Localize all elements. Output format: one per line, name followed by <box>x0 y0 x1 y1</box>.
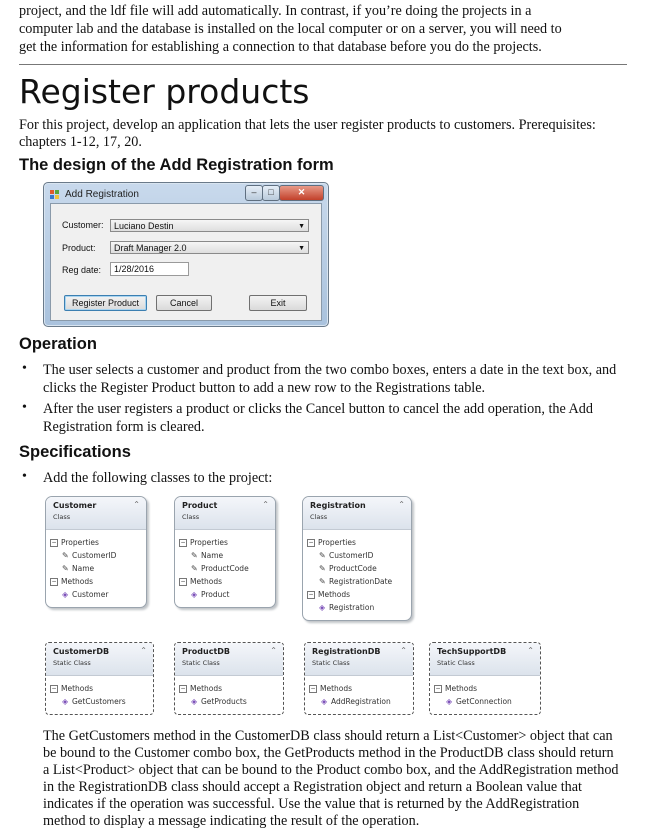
specs-bullet: Add the following classes to the project: <box>43 470 273 486</box>
wrench-icon: ✎ <box>62 551 69 560</box>
property-item: ✎ ProductCode <box>191 564 249 573</box>
collapse-icon[interactable]: ⌃ <box>133 500 140 509</box>
closing-line-2: be bound to the Customer combo box, the GetProducts method in the ProductDB class should return <box>43 745 614 761</box>
method-item: ◈ Registration <box>319 603 375 612</box>
close-icon[interactable]: ✕ <box>279 185 324 201</box>
class-box-customerdb <box>45 642 154 715</box>
wrench-icon: ✎ <box>319 564 326 573</box>
methods-section[interactable]: − Methods <box>310 684 353 693</box>
chevron-down-icon: ▼ <box>298 223 305 230</box>
collapse-box-icon: − <box>51 539 57 546</box>
method-icon: ◈ <box>62 697 69 706</box>
customer-label: Customer: <box>62 220 104 230</box>
collapse-box-icon: − <box>51 685 57 692</box>
method-item: ◈ Product <box>191 590 230 599</box>
class-name: TechSupportDB <box>437 647 507 656</box>
method-item: ◈ Customer <box>62 590 109 599</box>
maximize-icon[interactable]: □ <box>262 185 280 201</box>
property-item: ✎ Name <box>191 551 224 560</box>
exit-button[interactable]: Exit <box>249 295 307 311</box>
property-item: ✎ CustomerID <box>62 551 117 560</box>
property-item: ✎ Name <box>62 564 95 573</box>
class-box-registrationdb <box>304 642 414 715</box>
intro-line-2: computer lab and the database is installed on the local computer or on a server, you will need to <box>19 21 562 37</box>
closing-line-1: The GetCustomers method in the CustomerDB class should return a List<Customer> object that can <box>43 728 613 744</box>
closing-line-3: a List<Product> object that can be bound to the Product combo box, and the AddRegistration method <box>43 762 619 778</box>
closing-line-6: method to display a message indicating the result of the operation. <box>43 813 420 829</box>
operation-heading: Operation <box>19 335 97 353</box>
operation-bullet-1-line-1: The user selects a customer and product from the two combo boxes, enters a date in the text box, and <box>43 362 617 378</box>
collapse-box-icon: − <box>51 578 57 585</box>
collapse-icon[interactable]: ⌃ <box>270 646 277 655</box>
bullet-icon: • <box>22 469 27 484</box>
methods-section[interactable]: − Methods <box>180 684 223 693</box>
closing-line-4: in the RegistrationDB class should accept a Registration object and return a Boolean value that <box>43 779 582 795</box>
class-stereotype: Static Class <box>182 659 220 667</box>
section-desc-2: chapters 1-12, 17, 20. <box>19 134 142 150</box>
properties-section[interactable]: − Properties <box>308 538 356 547</box>
collapse-box-icon: − <box>180 539 186 546</box>
class-name: CustomerDB <box>53 647 110 656</box>
intro-line-1: project, and the ldf file will add automatically. In contrast, if you’re doing the projects in a <box>19 3 532 19</box>
class-name: RegistrationDB <box>312 647 381 656</box>
class-box-customer <box>45 496 147 608</box>
collapse-icon[interactable]: ⌃ <box>140 646 147 655</box>
collapse-box-icon: − <box>180 685 186 692</box>
class-stereotype: Class <box>310 513 328 521</box>
class-box-registration <box>302 496 412 621</box>
collapse-box-icon: − <box>308 591 314 598</box>
class-stereotype: Static Class <box>53 659 91 667</box>
wrench-icon: ✎ <box>191 564 198 573</box>
method-icon: ◈ <box>446 697 453 706</box>
class-name: ProductDB <box>182 647 231 656</box>
section-desc-1: For this project, develop an application that lets the user register products to customers. Prerequisites: <box>19 117 596 133</box>
product-combo[interactable] <box>110 241 309 254</box>
register-product-button[interactable]: Register Product <box>64 295 147 311</box>
product-combo-value: Draft Manager 2.0 <box>114 243 187 253</box>
section-divider <box>19 64 627 65</box>
method-item: ◈ AddRegistration <box>321 697 391 706</box>
property-item: ✎ RegistrationDate <box>319 577 393 586</box>
product-label: Product: <box>62 243 96 253</box>
method-item: ◈ GetConnection <box>446 697 512 706</box>
customer-combo[interactable] <box>110 219 309 232</box>
method-icon: ◈ <box>191 697 198 706</box>
property-item: ✎ ProductCode <box>319 564 377 573</box>
wrench-icon: ✎ <box>191 551 198 560</box>
reg-date-input[interactable]: 1/28/2016 <box>110 262 189 276</box>
collapse-box-icon: − <box>435 685 441 692</box>
method-icon: ◈ <box>321 697 328 706</box>
add-registration-window <box>43 182 329 327</box>
collapse-icon[interactable]: ⌃ <box>527 646 534 655</box>
bullet-icon: • <box>22 361 27 376</box>
operation-bullet-2-line-2: Registration form is cleared. <box>43 419 205 435</box>
collapse-box-icon: − <box>180 578 186 585</box>
class-stereotype: Class <box>53 513 71 521</box>
method-item: ◈ GetCustomers <box>62 697 126 706</box>
collapse-icon[interactable]: ⌃ <box>262 500 269 509</box>
class-name: Registration <box>310 501 366 510</box>
methods-section[interactable]: − Methods <box>308 590 351 599</box>
method-item: ◈ GetProducts <box>191 697 247 706</box>
class-box-product <box>174 496 276 608</box>
specifications-heading: Specifications <box>19 443 131 461</box>
collapse-box-icon: − <box>310 685 316 692</box>
methods-section[interactable]: − Methods <box>180 577 223 586</box>
methods-section[interactable]: − Methods <box>435 684 478 693</box>
collapse-box-icon: − <box>308 539 314 546</box>
cancel-button[interactable]: Cancel <box>156 295 212 311</box>
class-stereotype: Class <box>182 513 200 521</box>
class-name: Product <box>182 501 218 510</box>
section-title: Register products <box>19 72 310 111</box>
reg-date-label: Reg date: <box>62 265 102 275</box>
wrench-icon: ✎ <box>319 551 326 560</box>
wrench-icon: ✎ <box>319 577 326 586</box>
chevron-down-icon: ▼ <box>298 245 305 252</box>
closing-line-5: indicates if the operation was successful. Use the value that is returned by the AddRegistration <box>43 796 580 812</box>
methods-section[interactable]: − Methods <box>51 577 94 586</box>
properties-section[interactable]: − Properties <box>51 538 99 547</box>
form-client-area <box>50 203 322 321</box>
bullet-icon: • <box>22 400 27 415</box>
method-icon: ◈ <box>62 590 69 599</box>
class-name: Customer <box>53 501 97 510</box>
class-stereotype: Static Class <box>312 659 350 667</box>
customer-combo-value: Luciano Destin <box>114 221 174 231</box>
method-icon: ◈ <box>319 603 326 612</box>
class-box-techsupportdb <box>429 642 541 715</box>
operation-bullet-2-line-1: After the user registers a product or clicks the Cancel button to cancel the add operation, the Add <box>43 401 593 417</box>
class-box-productdb <box>174 642 284 715</box>
design-heading: The design of the Add Registration form <box>19 156 334 174</box>
methods-section[interactable]: − Methods <box>51 684 94 693</box>
collapse-icon[interactable]: ⌃ <box>400 646 407 655</box>
minimize-icon[interactable]: – <box>245 185 263 201</box>
intro-line-3: get the information for establishing a connection to that database before you do the projects. <box>19 39 542 55</box>
property-item: ✎ CustomerID <box>319 551 374 560</box>
collapse-icon[interactable]: ⌃ <box>398 500 405 509</box>
properties-section[interactable]: − Properties <box>180 538 228 547</box>
operation-bullet-1-line-2: clicks the Register Product button to add a new row to the Registrations table. <box>43 380 486 396</box>
wrench-icon: ✎ <box>62 564 69 573</box>
window-title: Add Registration <box>65 189 139 200</box>
method-icon: ◈ <box>191 590 198 599</box>
app-icon <box>50 190 60 199</box>
class-stereotype: Static Class <box>437 659 475 667</box>
